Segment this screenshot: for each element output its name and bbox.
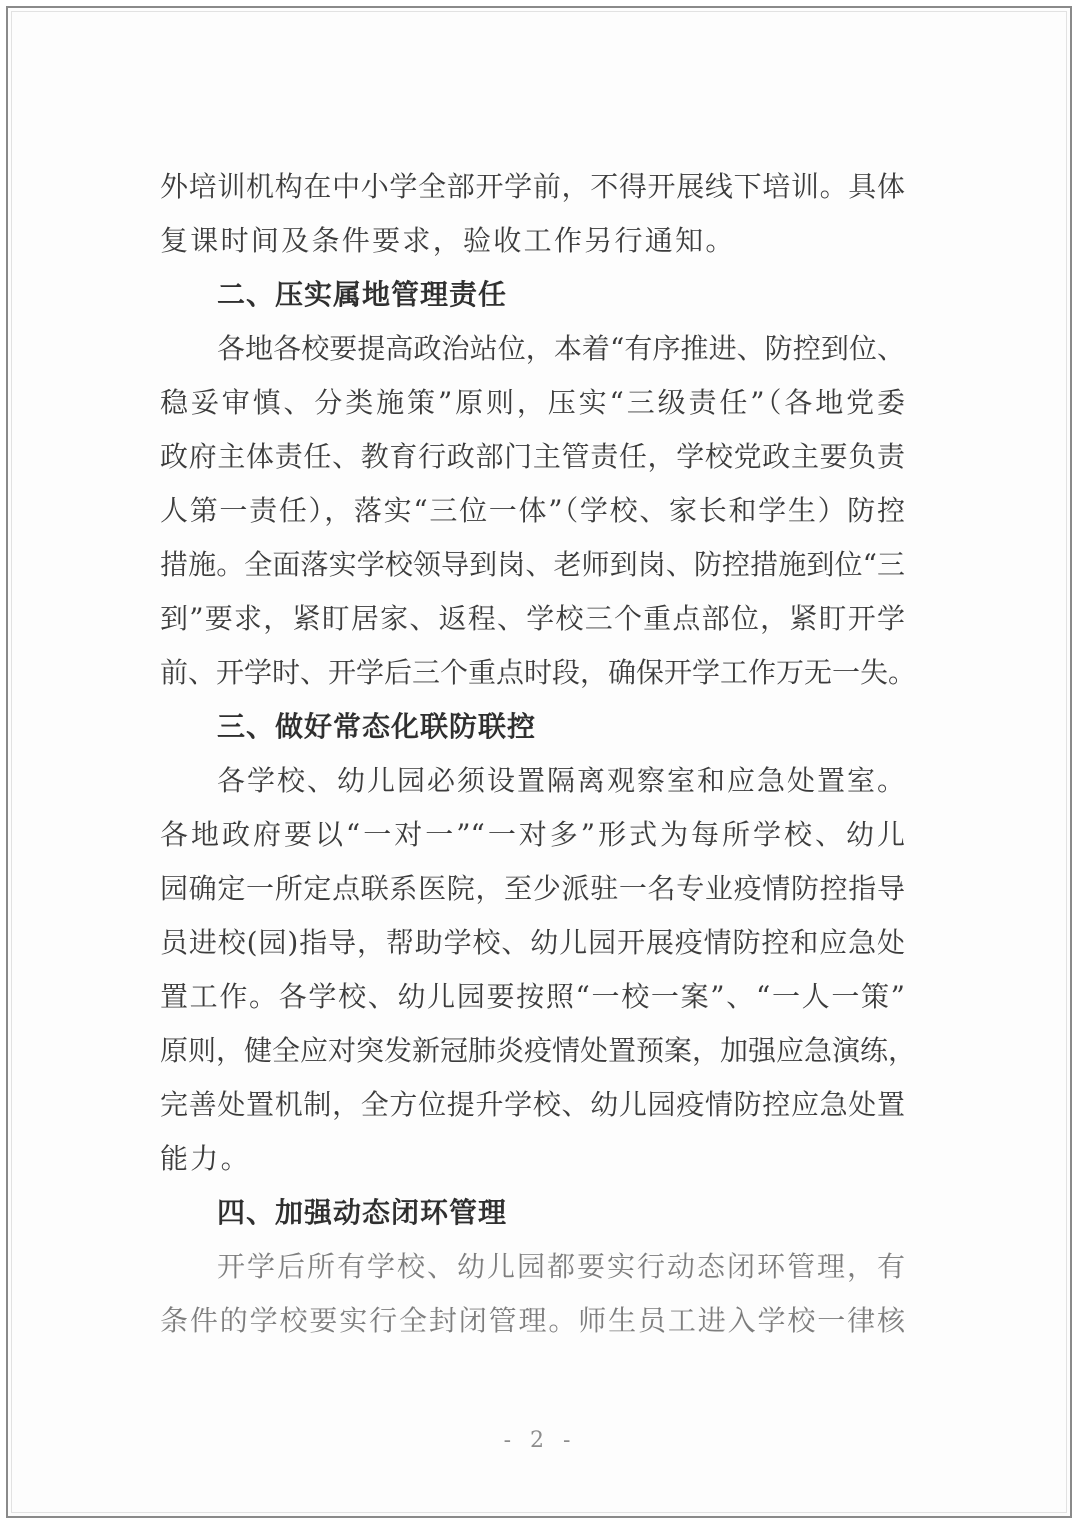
page-number: - 2 - bbox=[503, 1428, 577, 1453]
paragraph-line: 园确定一所定点联系医院，至少派驻一名专业疫情防控指导 bbox=[160, 872, 905, 905]
paragraph-line: 置工作。各学校、幼儿园要按照“一校一案”、“一人一策” bbox=[160, 980, 905, 1013]
paragraph-line: 前、开学时、开学后三个重点时段，确保开学工作万无一失。 bbox=[160, 656, 917, 689]
paragraph-line: 人第一责任），落实“三位一体”（学校、家长和学生）防控 bbox=[160, 494, 905, 527]
paragraph-line: 各学校、幼儿园必须设置隔离观察室和应急处置室。 bbox=[217, 764, 905, 797]
section-heading: 四、加强动态闭环管理 bbox=[217, 1196, 508, 1229]
section-heading: 二、压实属地管理责任 bbox=[217, 278, 508, 311]
paragraph-line: 能力。 bbox=[160, 1142, 251, 1175]
paragraph-line: 各地各校要提高政治站位，本着“有序推进、防控到位、 bbox=[217, 332, 905, 365]
paragraph-line: 条件的学校要实行全封闭管理。师生员工进入学校一律核 bbox=[160, 1304, 905, 1337]
paragraph-line: 政府主体责任、教育行政部门主管责任，学校党政主要负责 bbox=[160, 440, 905, 473]
paragraph-line: 完善处置机制，全方位提升学校、幼儿园疫情防控应急处置 bbox=[160, 1088, 905, 1121]
document-body bbox=[160, 160, 917, 1348]
paragraph-line: 复课时间及条件要求，验收工作另行通知。 bbox=[160, 224, 736, 257]
paragraph-line: 到”要求，紧盯居家、返程、学校三个重点部位，紧盯开学 bbox=[160, 602, 905, 635]
paragraph-line: 各地政府要以“一对一”“一对多”形式为每所学校、幼儿 bbox=[160, 818, 905, 851]
paragraph-line: 稳妥审慎、分类施策”原则，压实“三级责任”（各地党委 bbox=[160, 386, 905, 419]
paragraph-line: 原则，健全应对突发新冠肺炎疫情处置预案，加强应急演练， bbox=[160, 1034, 917, 1067]
paragraph-line: 措施。全面落实学校领导到岗、老师到岗、防控措施到位“三 bbox=[160, 548, 905, 581]
section-heading: 三、做好常态化联防联控 bbox=[217, 710, 537, 743]
paragraph-line: 外培训机构在中小学全部开学前，不得开展线下培训。具体 bbox=[160, 170, 905, 203]
paragraph-line: 开学后所有学校、幼儿园都要实行动态闭环管理，有 bbox=[217, 1250, 905, 1283]
paragraph-line: 员进校(园)指导，帮助学校、幼儿园开展疫情防控和应急处 bbox=[160, 926, 905, 959]
